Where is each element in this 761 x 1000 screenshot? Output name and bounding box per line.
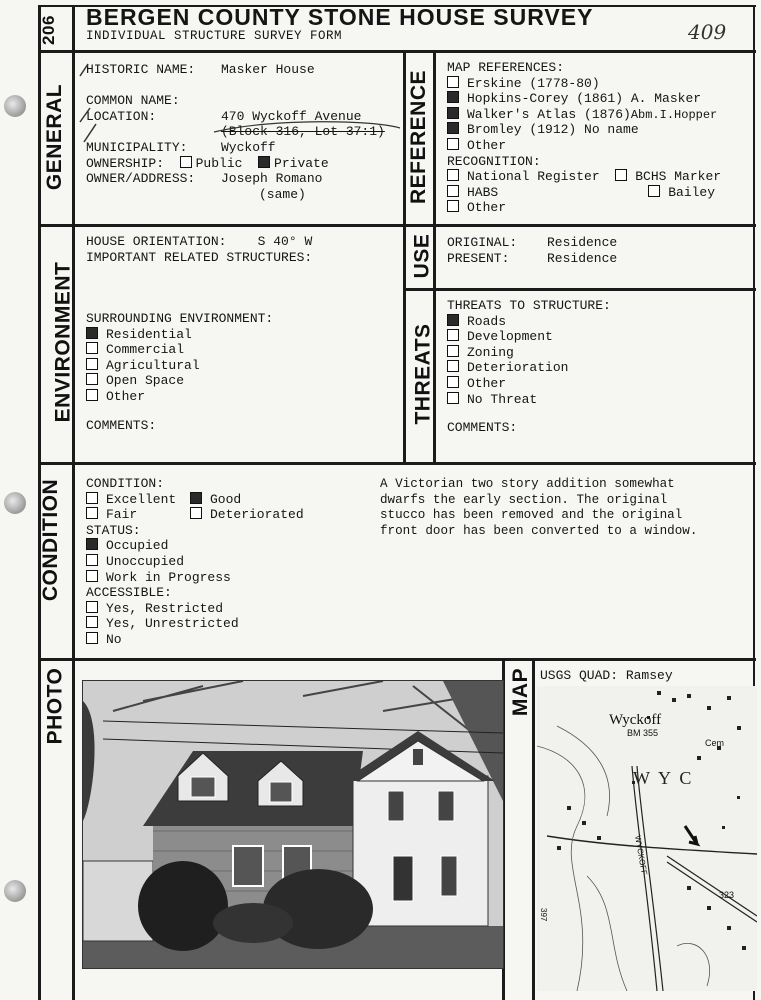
threat-checkbox[interactable]: [447, 376, 459, 388]
recognition-label: RECOGNITION:: [447, 153, 541, 169]
usgs-quad-label: USGS QUAD:: [540, 668, 619, 683]
section-label-use: USE: [410, 233, 434, 279]
accessible-option: No: [106, 631, 122, 647]
section-label-photo: PHOTO: [43, 667, 67, 745]
recognition-other-checkbox[interactable]: [447, 200, 459, 212]
ownership-label: OWNERSHIP:: [86, 155, 165, 171]
map-ref-item: Bromley (1912) No name: [447, 122, 721, 138]
section-label-map: MAP: [509, 667, 533, 717]
accessible-checkbox[interactable]: [86, 601, 98, 613]
map-ref-checkbox[interactable]: [447, 138, 459, 150]
reference-block: MAP REFERENCES: Erskine (1778-80) Hopkins-Corey (1861) A. Masker Walker's Atlas (1876)Abm.I.Hopper Bromley (1912) No name Other RECOGNITION: National Register BCHS Marker HABS Bailey Other: [447, 60, 722, 216]
threat-checkbox[interactable]: [447, 392, 459, 404]
location-line1: 470 Wyckoff Avenue: [221, 108, 362, 124]
threat-option: Development: [467, 329, 553, 345]
owner-label: OWNER/ADDRESS:: [86, 171, 196, 187]
binder-hole: [4, 880, 26, 902]
use-present-value: Residence: [547, 250, 618, 266]
status-checkbox[interactable]: [86, 554, 98, 566]
map-ref-checkbox[interactable]: [447, 122, 459, 134]
location-label: LOCATION:: [86, 108, 157, 124]
form-subtitle: INDIVIDUAL STRUCTURE SURVEY FORM: [86, 29, 343, 43]
map-ref-item: Hopkins-Corey (1861) A. Masker: [447, 91, 721, 107]
public-label: Public: [195, 155, 243, 171]
env-option: Agricultural: [106, 357, 200, 373]
env-option: Open Space: [106, 373, 185, 389]
env-option: Other: [106, 388, 146, 404]
map-road-label: WYCKOFF: [633, 834, 649, 876]
excellent-checkbox[interactable]: [86, 492, 98, 504]
env-checkbox[interactable]: [86, 342, 98, 354]
env-option: Residential: [106, 326, 192, 342]
private-label: Private: [274, 155, 329, 171]
use-block: [447, 235, 617, 266]
map-ref-item: Erskine (1778-80): [447, 76, 721, 92]
section-label-general: GENERAL: [43, 83, 67, 191]
handwritten-number: 409: [688, 20, 727, 44]
accessible-checkbox[interactable]: [86, 632, 98, 644]
threat-checkbox[interactable]: [447, 345, 459, 357]
map-big-letters: W Y C: [633, 768, 692, 788]
accessible-option: Yes, Restricted: [106, 600, 224, 616]
use-original-value: Residence: [547, 235, 618, 250]
location-line2: (Block 316, Lot 37:1): [221, 124, 385, 140]
map-ref-checkbox[interactable]: [447, 107, 459, 119]
status-option: Occupied: [106, 538, 169, 554]
accessible-label: ACCESSIBLE:: [86, 585, 172, 601]
status-label: STATUS:: [86, 522, 141, 538]
national-register-checkbox[interactable]: [447, 169, 459, 181]
use-original-label: ORIGINAL:: [447, 235, 518, 250]
fair-checkbox[interactable]: [86, 507, 98, 519]
bailey-checkbox[interactable]: [648, 185, 660, 197]
map-ref-item: Walker's Atlas (1876)Abm.I.Hopper: [447, 107, 721, 123]
orientation-label: HOUSE ORIENTATION:: [86, 234, 227, 249]
map-bm-label: BM 355: [627, 728, 659, 738]
threats-block: [447, 298, 611, 407]
owner-line2: (same): [259, 186, 306, 202]
map-place-label: Wyckoff: [609, 712, 662, 728]
form-number: 206: [38, 15, 58, 45]
historic-name-value: Masker House: [221, 62, 315, 77]
threat-checkbox[interactable]: [447, 314, 459, 326]
municipality-value: Wyckoff: [221, 139, 276, 155]
threat-option: Other: [467, 375, 507, 391]
map-ref-checkbox[interactable]: [447, 76, 459, 88]
owner-line1: Joseph Romano: [221, 171, 323, 187]
section-label-threats: THREATS: [411, 323, 435, 425]
condition-label: CONDITION:: [86, 476, 165, 491]
habs-checkbox[interactable]: [447, 185, 459, 197]
status-checkbox[interactable]: [86, 570, 98, 582]
threats-label: THREATS TO STRUCTURE:: [447, 298, 611, 313]
accessible-checkbox[interactable]: [86, 616, 98, 628]
usgs-map: [537, 686, 757, 991]
env-checkbox[interactable]: [86, 327, 98, 339]
env-checkbox[interactable]: [86, 389, 98, 401]
deteriorated-checkbox[interactable]: [190, 507, 202, 519]
municipality-label: MUNICIPALITY:: [86, 139, 188, 155]
status-option: Unoccupied: [106, 553, 185, 569]
house-photo: [82, 680, 504, 969]
accessible-option: Yes, Unrestricted: [106, 616, 239, 632]
use-present-label: PRESENT:: [447, 250, 510, 266]
handwritten-pen-marks: [74, 58, 404, 148]
binder-hole: [4, 492, 26, 514]
map-ref-checkbox[interactable]: [447, 91, 459, 103]
bchs-marker-checkbox[interactable]: [615, 169, 627, 181]
threat-option: Roads: [467, 313, 507, 329]
map-cem-label: Cem: [705, 738, 725, 748]
threat-option: Deterioration: [467, 360, 569, 376]
map-elev-label: 397: [539, 908, 548, 922]
related-structures-label: IMPORTANT RELATED STRUCTURES:: [86, 249, 313, 265]
status-checkbox[interactable]: [86, 538, 98, 550]
public-checkbox[interactable]: [180, 156, 192, 168]
environment-block: [86, 234, 312, 265]
map-elev-label: 323: [719, 890, 735, 900]
env-checkbox[interactable]: [86, 358, 98, 370]
map-ref-item: Other: [447, 138, 721, 154]
common-name-label: COMMON NAME:: [86, 93, 180, 109]
usgs-quad-value: Ramsey: [625, 668, 673, 683]
usgs-quad-header: [540, 668, 673, 684]
form-title: BERGEN COUNTY STONE HOUSE SURVEY: [86, 4, 594, 30]
surrounding-label: SURROUNDING ENVIRONMENT:: [86, 311, 274, 326]
threat-checkbox[interactable]: [447, 329, 459, 341]
env-option: Commercial: [106, 342, 185, 358]
orientation-value: S 40° W: [257, 234, 313, 249]
environment-comments-label: COMMENTS:: [86, 418, 157, 433]
good-checkbox[interactable]: [190, 492, 202, 504]
section-label-environment: ENVIRONMENT: [51, 261, 75, 423]
historic-name-label: HISTORIC NAME:: [86, 62, 196, 77]
binder-hole: [4, 95, 26, 117]
threats-comments-label: COMMENTS:: [447, 420, 518, 435]
condition-description: A Victorian two story addition somewhat dwarfs the early section. The original stucco has been removed and the original front door has been converted to a window.: [380, 477, 698, 538]
env-checkbox[interactable]: [86, 373, 98, 385]
threat-option: No Threat: [467, 391, 538, 407]
threat-checkbox[interactable]: [447, 360, 459, 372]
threat-option: Zoning: [467, 344, 514, 360]
status-option: Work in Progress: [106, 569, 231, 585]
map-references-label: MAP REFERENCES:: [447, 60, 565, 75]
section-label-condition: CONDITION: [39, 478, 63, 602]
condition-block: CONDITION: Excellent Good Fair Deteriorated STATUS: Occupied Unoccupied Work in Progress ACCESSIBLE: Yes, Restricted Yes, Unrestricted No: [86, 476, 304, 647]
section-label-reference: REFERENCE: [407, 69, 431, 205]
